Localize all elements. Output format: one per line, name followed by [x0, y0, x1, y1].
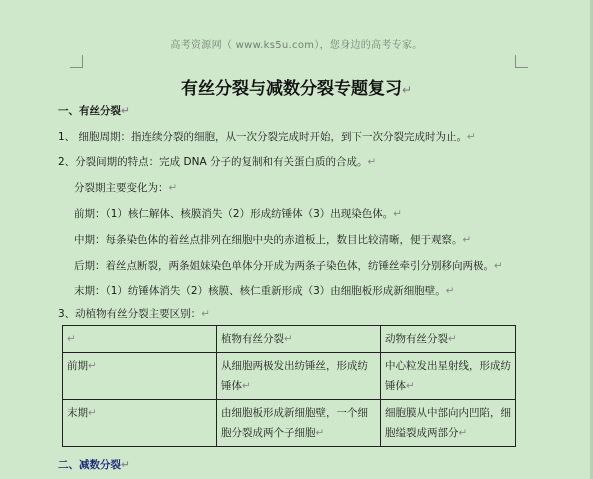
paragraph-mark: ↵: [67, 333, 76, 345]
paragraph-mark: ↵: [462, 234, 472, 246]
table-cell[interactable]: 由细胞板形成新细胞壁，一个细胞分裂成两个子细胞↵: [217, 400, 381, 447]
table-header-plant[interactable]: 植物有丝分裂↵: [217, 326, 381, 353]
table-cell[interactable]: 从细胞两极发出纺锤丝，形成纺锤体↵: [217, 353, 381, 400]
table-row: [63, 353, 516, 400]
paragraph-mark: ↵: [88, 360, 97, 372]
paragraph-mark: ↵: [458, 427, 468, 439]
paragraph-mark: ↵: [494, 260, 503, 272]
paragraph-differences[interactable]: 3、动植物有丝分裂主要区别：↵: [58, 308, 210, 320]
table-header-row: [63, 326, 516, 353]
section-heading-meiosis[interactable]: 二、减数分裂↵: [58, 459, 130, 471]
crop-mark-top-right: [515, 55, 528, 68]
paragraph-mark: ↵: [406, 380, 415, 392]
page-header: 高考资源网（ www.ks5u.com），您身边的高考专家。: [170, 40, 423, 51]
table-cell[interactable]: 末期↵: [63, 400, 217, 447]
paragraph-interphase[interactable]: 2、分裂间期的特点：完成 DNA 分子的复制和有关蛋白质的合成。↵: [58, 156, 377, 168]
document-title-text: 有丝分裂与减数分裂专题复习: [180, 79, 402, 99]
paragraph-mark: ↵: [467, 131, 476, 143]
paragraph-telophase[interactable]: 末期：（1）纺锤体消失（2）核膜、核仁重新形成（3）由细胞板形成新细胞壁。↵: [74, 285, 455, 297]
paragraph-anaphase[interactable]: 后期：着丝点断裂，两条姐妹染色单体分开成为两条子染色体，纺锤丝牵引分别移向两极。↵: [74, 260, 503, 272]
paragraph-mark: ↵: [315, 427, 325, 439]
table-cell[interactable]: [63, 326, 217, 353]
table-cell[interactable]: 前期↵: [63, 353, 217, 400]
table-cell[interactable]: 细胞膜从中部向内凹陷，细胞缢裂成两部分↵: [381, 400, 516, 447]
paragraph-mark: ↵: [121, 105, 130, 117]
paragraph-mark: ↵: [445, 285, 455, 297]
paragraph-mark: ↵: [201, 308, 210, 320]
document-title[interactable]: [0, 74, 593, 99]
paragraph-mark: ↵: [168, 182, 178, 194]
paragraph-mark: ↵: [88, 407, 97, 419]
section-heading-mitosis[interactable]: 一、有丝分裂↵: [58, 105, 130, 117]
paragraph-mark: ↵: [367, 156, 377, 168]
table-row: [63, 400, 516, 447]
paragraph-mark: ↵: [401, 83, 413, 97]
table-cell[interactable]: 中心粒发出星射线，形成纺锤体↵: [381, 353, 516, 400]
comparison-table: [62, 325, 516, 447]
table-header-animal[interactable]: 动物有丝分裂↵: [381, 326, 516, 353]
crop-mark-top-left: [70, 55, 83, 68]
paragraph-mark: ↵: [121, 459, 130, 471]
paragraph-mark: ↵: [448, 333, 457, 345]
paragraph-cell-cycle[interactable]: 1、 细胞周期：指连续分裂的细胞，从一次分裂完成时开始，到下一次分裂完成时为止。↵: [58, 131, 476, 143]
paragraph-mark: ↵: [393, 208, 403, 220]
paragraph-mark: ↵: [242, 380, 251, 392]
paragraph-mark: ↵: [284, 333, 293, 345]
paragraph-metaphase[interactable]: 中期：每条染色体的着丝点排列在细胞中央的赤道板上，数目比较清晰，便于观察。↵: [74, 234, 472, 246]
paragraph-prophase[interactable]: 前期：（1）核仁解体、核膜消失（2）形成纺锤体（3）出现染色体。↵: [74, 208, 403, 220]
paragraph-division-phase[interactable]: 分裂期主要变化为：↵: [74, 182, 178, 194]
